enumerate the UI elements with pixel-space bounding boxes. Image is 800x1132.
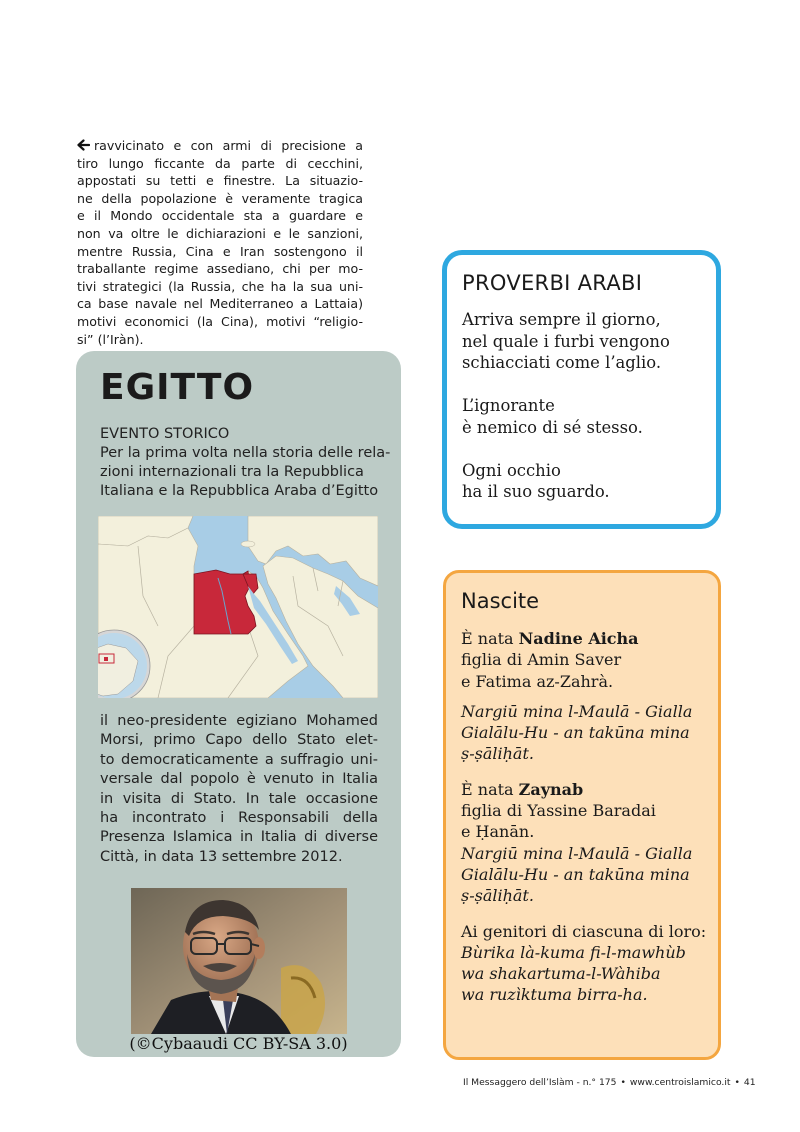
proverbi-text	[462, 309, 712, 503]
egypt-map	[98, 516, 378, 698]
egypt-map-image	[98, 516, 378, 698]
lead-line: Italiana e la Repubblica Araba d’Egitto	[100, 483, 379, 499]
separator: •	[734, 1077, 740, 1088]
proverb-spacer	[462, 438, 712, 460]
intro-line: ravvicinato e con armi di precisione a	[77, 137, 363, 155]
birth-announcement-1: È nata Nadine Aicha	[461, 629, 639, 648]
page-number: 41	[743, 1077, 756, 1088]
intro-line: e il Mondo occidentale sta a guardare e	[77, 208, 363, 224]
intro-line: si” (l’Iràn).	[77, 331, 144, 347]
body-line: in visita di Stato. In tale occasione	[100, 790, 378, 807]
birth-announcement-2: È nata Zaynab	[461, 779, 584, 799]
parent-line: e Fatima az-Zahrà.	[461, 671, 614, 691]
prayer-line: Gialālu-Hu - an takūna mina	[461, 723, 690, 743]
magazine-title: Il Messaggero dell’Islàm - n.° 175	[463, 1077, 617, 1088]
closing-line: Bùrika là-kuma fi-l-mawhùb	[461, 942, 686, 962]
proverbi-title: PROVERBI ARABI	[462, 271, 643, 295]
portrait-image	[131, 888, 347, 1034]
proverbi-box	[442, 250, 721, 529]
body-line: versale dal popolo è venuto in Italia	[100, 771, 378, 788]
proverb-line: schiacciati come l’aglio.	[462, 353, 662, 372]
closing-lead: Ai genitori di ciascuna di loro:	[461, 921, 707, 941]
intro-line: mentre Russia, Cina e Iran sostengono il	[77, 243, 363, 259]
egitto-panel	[76, 351, 401, 1057]
proverb-line: Ogni occhio	[462, 460, 561, 480]
nascite-text	[461, 628, 716, 1006]
body-line: Morsi, primo Capo dello Stato elet-	[100, 732, 378, 749]
proverb-spacer	[462, 374, 712, 396]
separator: •	[620, 1077, 626, 1088]
intro-paragraph	[77, 137, 363, 348]
prayer-line: ṣ-ṣāliḥāt.	[461, 886, 534, 906]
proverb-line: ha il suo sguardo.	[462, 482, 610, 501]
intro-line: tivi strategici (la Russia, che ha la sua uni-	[77, 278, 363, 294]
baby-name: Nadine Aicha	[518, 629, 639, 648]
intro-line: ne della popolazione è veramente tragica	[77, 190, 363, 206]
body-line: ha incontrato i Responsabili della	[100, 810, 378, 827]
prayer-line: Gialālu-Hu - an takūna mina	[461, 864, 690, 884]
egitto-body	[100, 712, 378, 867]
proverb-line: nel quale i furbi vengono	[462, 331, 670, 351]
proverb-line: è nemico di sé stesso.	[462, 417, 643, 437]
lead-line: zioni internazionali tra la Repubblica	[100, 464, 364, 480]
intro-line: non va oltre le dichiarazioni e le sanzioni,	[77, 225, 363, 241]
prayer-line: Nargiū mina l-Maulā - Gialla	[461, 843, 693, 863]
parent-line: e Ḥanān.	[461, 822, 535, 842]
parent-line: figlia di Amin Saver	[461, 650, 622, 670]
baby-name: Zaynab	[518, 779, 584, 799]
nascite-box	[443, 570, 721, 1060]
proverb-line: L’ignorante	[462, 396, 555, 415]
closing-line: wa ruzìktuma birra-ha.	[461, 985, 648, 1005]
egitto-title: EGITTO	[100, 367, 255, 408]
morsi-photo	[131, 888, 347, 1034]
photo-credit: (©Cybaaudi CC BY-SA 3.0)	[129, 1034, 348, 1053]
prayer-line: ṣ-ṣāliḥāt.	[461, 744, 534, 764]
body-line: to democraticamente a suffragio uni-	[100, 751, 378, 768]
closing-line: wa shakartuma-l-Wàhiba	[461, 964, 661, 984]
prayer-line: Nargiū mina l-Maulā - Gialla	[461, 701, 693, 721]
parent-line: figlia di Yassine Baradai	[461, 801, 656, 821]
body-line: il neo-presidente egiziano Mohamed	[100, 713, 378, 729]
intro-line: appostati su tetti e finestre. La situazio-	[77, 173, 363, 189]
body-line: Città, in data 13 settembre 2012.	[100, 848, 343, 865]
intro-line: ca base navale nel Mediterraneo a Lattaia)	[77, 296, 363, 312]
arrow-left-icon	[77, 139, 90, 151]
proverb-line: Arriva sempre il giorno,	[462, 310, 661, 329]
nascite-title: Nascite	[461, 589, 540, 613]
intro-line: traballante regime assediano, chi per mo-	[77, 261, 363, 277]
egitto-lead	[100, 444, 390, 501]
website-link[interactable]: www.centroislamico.it	[629, 1077, 731, 1088]
lead-line: Per la prima volta nella storia delle rela-	[100, 445, 391, 461]
egitto-kicker: EVENTO STORICO	[100, 426, 230, 442]
intro-line: motivi economici (la Cina), motivi “religio-	[77, 313, 363, 329]
page-footer	[463, 1077, 756, 1088]
intro-line: tiro lungo ficcante da parte di cecchini,	[77, 155, 363, 171]
body-line: Presenza Islamica in Italia di diverse	[100, 829, 378, 846]
